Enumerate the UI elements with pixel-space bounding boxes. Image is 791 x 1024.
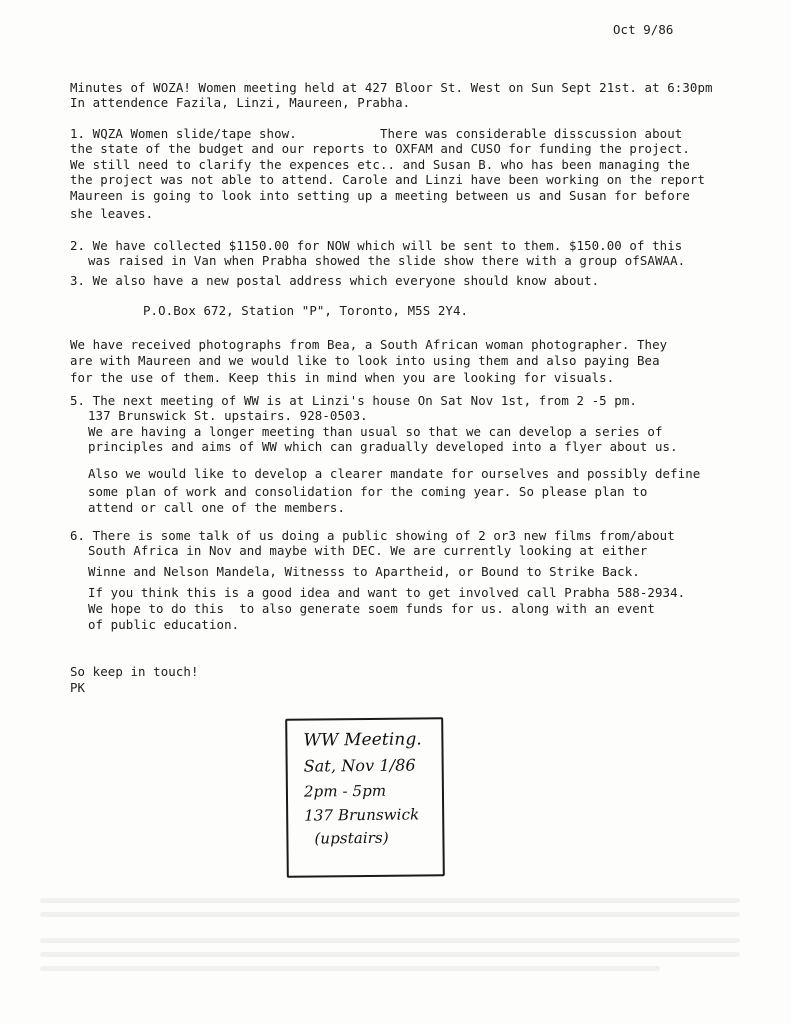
note-line: Sat, Nov 1/86 xyxy=(303,755,416,776)
note-line: 2pm - 5pm xyxy=(303,781,387,801)
bleed-through xyxy=(40,966,660,971)
bleed-through xyxy=(40,912,740,917)
note-line: WW Meeting. xyxy=(303,729,422,751)
item-6-line: We hope to do this to also generate soem funds for us. along with an event xyxy=(88,601,655,616)
item-6-line: of public education. xyxy=(88,617,240,632)
item-1-line: she leaves. xyxy=(70,206,154,221)
document-date: Oct 9/86 xyxy=(613,22,674,37)
attendance-line: In attendence Fazila, Linzi, Maureen, Prabha. xyxy=(70,95,411,110)
note-line: 137 Brunswick xyxy=(304,805,420,825)
item-1-line: Maureen is going to look into setting up a meeting between us and Susan for before xyxy=(70,188,690,203)
note-line: (upstairs) xyxy=(314,828,389,848)
item-1-line: We still need to clarify the expences etc.. and Susan B. who has been managing the xyxy=(70,157,690,172)
item-6-line: 6. There is some talk of us doing a public showing of 2 or3 new films from/about xyxy=(70,528,675,543)
item-1-line: 1. WQZA Women slide/tape show. There was considerable disscussion about xyxy=(70,126,683,141)
bleed-through xyxy=(40,898,740,903)
item-6-line: If you think this is a good idea and want to get involved call Prabha 588-2934. xyxy=(88,585,686,600)
photographs-line: for the use of them. Keep this in mind when you are looking for visuals. xyxy=(70,370,615,385)
item-2-line: 2. We have collected $1150.00 for NOW which will be sent to them. $150.00 of this xyxy=(70,238,683,253)
photographs-line: are with Maureen and we would like to look into using them and also paying Bea xyxy=(70,353,660,368)
minutes-heading: Minutes of WOZA! Women meeting held at 427 Bloor St. West on Sun Sept 21st. at 6:30pm xyxy=(70,80,713,95)
item-5-line: some plan of work and consolidation for the coming year. So please plan to xyxy=(88,484,648,499)
item-1-line: the project was not able to attend. Carole and Linzi have been working on the report xyxy=(70,172,706,187)
item-6-line: South Africa in Nov and maybe with DEC. We are currently looking at either xyxy=(88,543,648,558)
postal-address: P.O.Box 672, Station "P", Toronto, M5S 2Y4. xyxy=(143,303,469,318)
signature-initials: PK xyxy=(70,680,86,695)
item-5-line: 5. The next meeting of WW is at Linzi's house On Sat Nov 1st, from 2 -5 pm. xyxy=(70,393,637,408)
item-6-line: Winne and Nelson Mandela, Witnesss to Apartheid, or Bound to Strike Back. xyxy=(88,564,640,579)
item-5-line: attend or call one of the members. xyxy=(88,500,346,515)
bleed-through xyxy=(40,938,740,943)
item-2-line: was raised in Van when Prabha showed the slide show there with a group ofSAWAA. xyxy=(88,253,686,268)
item-5-line: 137 Brunswick St. upstairs. 928-0503. xyxy=(88,408,368,423)
item-3-line: 3. We also have a new postal address which everyone should know about. xyxy=(70,273,600,288)
item-5-line: Also we would like to develop a clearer mandate for ourselves and possibly define xyxy=(88,466,701,481)
item-5-line: We are having a longer meeting than usual so that we can develop a series of xyxy=(88,424,663,439)
handwritten-note xyxy=(285,717,445,878)
item-5-line: principles and aims of WW which can gradually developed into a flyer about us. xyxy=(88,439,678,454)
item-1-line: the state of the budget and our reports to OXFAM and CUSO for funding the project. xyxy=(70,141,690,156)
sign-off: So keep in touch! xyxy=(70,664,199,679)
photographs-line: We have received photographs from Bea, a South African woman photographer. They xyxy=(70,337,668,352)
bleed-through xyxy=(40,952,740,957)
